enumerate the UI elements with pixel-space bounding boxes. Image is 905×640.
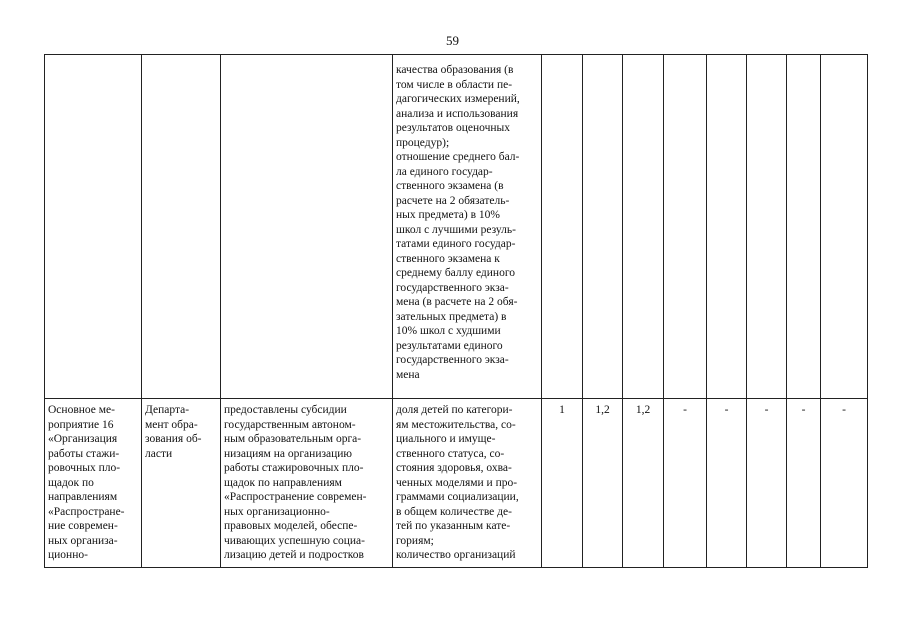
program-table <box>44 54 868 568</box>
cell-value <box>664 55 707 399</box>
cell-value: 1 <box>542 399 583 568</box>
cell-value <box>747 55 787 399</box>
cell-value: 1,2 <box>583 399 623 568</box>
cell-value <box>707 55 747 399</box>
cell-value <box>623 55 664 399</box>
cell-indicator: доля детей по категори- ям местожительства, со- циального и имуще- ственного статуса, со- стояния здоровья, охва- ченных моделями и про- граммами социализации, в общем количестве де- тей по указанным кате- гориям; количество организаций <box>393 399 542 568</box>
table-row <box>45 55 868 399</box>
cell-value: - <box>664 399 707 568</box>
cell-measure <box>45 55 142 399</box>
cell-value: - <box>821 399 868 568</box>
cell-measure: Основное ме- роприятие 16 «Организация работы стажи- ровочных пло- щадок по направлениям «Распростране- ние современ- ных организа- ционно- <box>45 399 142 568</box>
cell-value <box>787 55 821 399</box>
cell-value: - <box>707 399 747 568</box>
page-number: 59 <box>446 33 459 48</box>
cell-value: - <box>787 399 821 568</box>
cell-value: - <box>747 399 787 568</box>
cell-executor: Департа- мент обра- зования об- ласти <box>142 399 221 568</box>
cell-result <box>221 55 393 399</box>
table-row <box>45 399 868 568</box>
cell-result: предоставлены субсидии государственным автоном- ным образовательным орга- низациям на организацию работы стажировочных пло- щадок по направлениям «Распространение современ- ных организационно- правовых моделей, обеспе- чивающих успешную социа- лизацию детей и подростков <box>221 399 393 568</box>
cell-value <box>821 55 868 399</box>
cell-value <box>542 55 583 399</box>
cell-indicator: качества образования (в том числе в области пе- дагогических измерений, анализа и использования результатов оценочных процедур); отношение среднего бал- ла единого государ- ственного экзамена (в расчете на 2 обязатель- ных предмета) в 10% школ с лучшими резуль- татами единого государ- ственного экзамена к среднему баллу единого государственного экза- мена (в расчете на 2 обя- зательных предмета) в 10% школ с худшими результатами единого государственного экза- мена <box>393 55 542 399</box>
cell-value: 1,2 <box>623 399 664 568</box>
cell-value <box>583 55 623 399</box>
cell-executor <box>142 55 221 399</box>
